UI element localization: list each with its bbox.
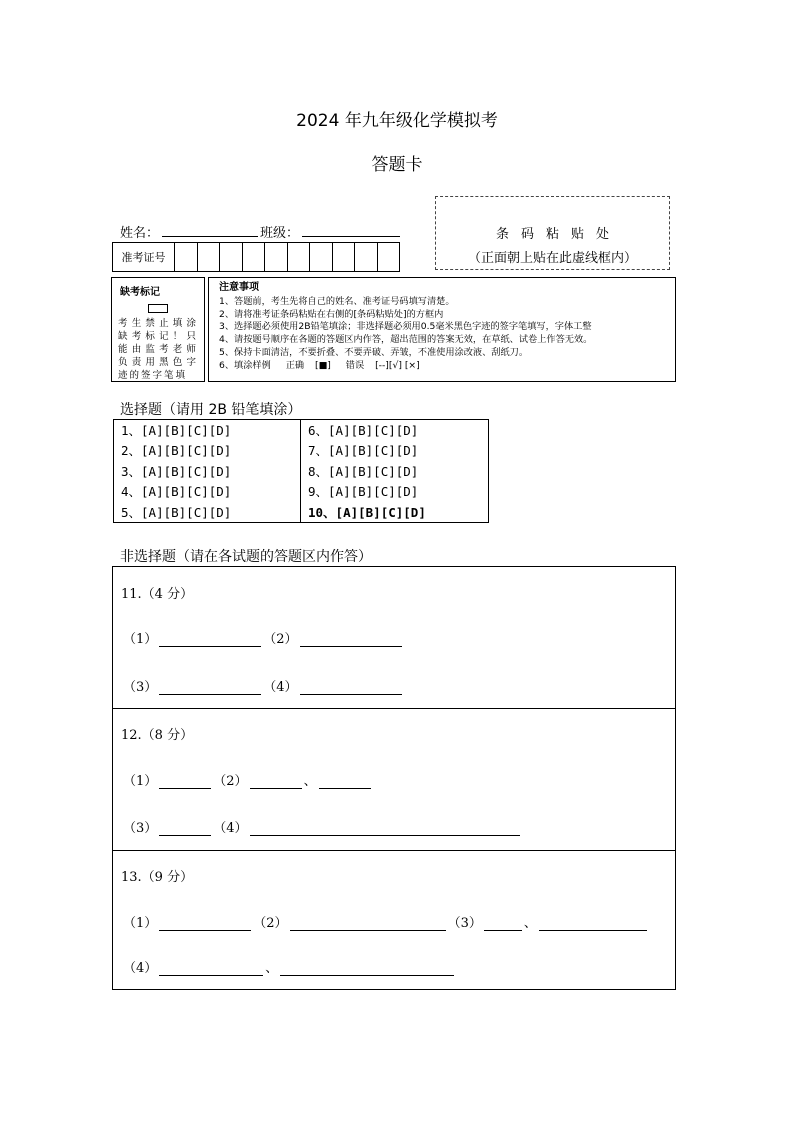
exam-number-cell[interactable] xyxy=(220,243,243,271)
question-12-line-1 xyxy=(123,770,373,789)
absent-mark-box xyxy=(111,277,205,382)
question-12-block xyxy=(113,708,675,851)
q11-part-4-label: （4） xyxy=(263,680,298,695)
absent-mark-checkbox[interactable] xyxy=(148,304,168,313)
name-field[interactable] xyxy=(162,236,258,237)
exam-number-cell[interactable] xyxy=(310,243,333,271)
q12-answer-3[interactable] xyxy=(159,823,211,836)
exam-number-label: 准考证号 xyxy=(113,243,175,271)
choice-row[interactable]: 7、[A][B][C][D] xyxy=(308,443,419,459)
q12-part-3-label: （3） xyxy=(123,821,158,836)
q13-answer-3b[interactable] xyxy=(539,918,647,931)
q13-answer-1[interactable] xyxy=(159,918,251,931)
question-11-block xyxy=(113,567,675,709)
barcode-area xyxy=(435,196,670,270)
absent-mark-title: 缺考标记 xyxy=(120,287,160,298)
q12-part-2-label: （2） xyxy=(213,774,248,789)
choice-answer-grid xyxy=(113,419,489,523)
q11-part-1-label: （1） xyxy=(123,632,158,647)
q13-part-4-label: （4） xyxy=(123,961,158,976)
choice-row[interactable]: 3、[A][B][C][D] xyxy=(121,463,232,479)
question-13-block xyxy=(113,850,675,989)
exam-number-cell[interactable] xyxy=(265,243,288,271)
class-label: 班级： xyxy=(260,226,300,241)
nonchoice-answer-area xyxy=(112,566,676,990)
class-field[interactable] xyxy=(302,236,400,237)
notes-item-sample xyxy=(219,360,675,373)
exam-number-cell[interactable] xyxy=(175,243,198,271)
q13-separator: 、 xyxy=(523,916,537,931)
choice-row[interactable]: 5、[A][B][C][D] xyxy=(121,504,232,520)
exam-number-grid xyxy=(112,242,400,272)
q12-answer-2a[interactable] xyxy=(250,776,302,789)
exam-number-cell[interactable] xyxy=(355,243,378,271)
choice-row[interactable]: 10、[A][B][C][D] xyxy=(308,504,426,520)
q12-answer-4[interactable] xyxy=(250,823,520,836)
q12-answer-1[interactable] xyxy=(159,776,211,789)
barcode-title: 条码粘贴处 xyxy=(495,227,621,242)
choice-column-right xyxy=(301,420,488,522)
exam-number-cell[interactable] xyxy=(243,243,266,271)
sample-label: 6、填涂样例 xyxy=(219,359,271,371)
notes-item: 3、选择题必须使用2B铅笔填涂；非选择题必须用0.5毫米黑色字迹的签字笔填写，字体工整 xyxy=(219,321,592,333)
q13-answer-2[interactable] xyxy=(290,918,446,931)
q12-part-1-label: （1） xyxy=(123,774,158,789)
q13-separator-2: 、 xyxy=(265,961,279,976)
q13-part-2-label: （2） xyxy=(253,916,288,931)
q11-answer-2[interactable] xyxy=(300,634,402,647)
q13-part-3-label: （3） xyxy=(447,916,482,931)
notes-box xyxy=(208,277,676,382)
q13-answer-4a[interactable] xyxy=(159,963,263,976)
page-subtitle: 答题卡 xyxy=(371,155,423,175)
q11-part-3-label: （3） xyxy=(123,680,158,695)
q11-answer-3[interactable] xyxy=(159,682,261,695)
nonchoice-section-title: 非选择题（请在各试题的答题区内作答） xyxy=(120,549,372,565)
choice-column-left xyxy=(114,420,301,522)
name-label: 姓名： xyxy=(120,226,160,241)
sample-correct-label: 正确 xyxy=(285,359,305,371)
q12-separator: 、 xyxy=(303,774,317,789)
sample-wrong-label: 错误 xyxy=(345,359,365,371)
page-title: 2024 年九年级化学模拟考 xyxy=(296,111,498,131)
q11-answer-1[interactable] xyxy=(159,634,261,647)
choice-row[interactable]: 8、[A][B][C][D] xyxy=(308,463,419,479)
choice-row[interactable]: 4、[A][B][C][D] xyxy=(121,484,232,500)
notes-title: 注意事项 xyxy=(219,282,259,293)
absent-mark-text: 考生禁止填涂缺考标记！只能由监考老师负责用黑色字迹的签字笔填 xyxy=(118,318,198,381)
notes-item: 1、答题前，考生先将自己的姓名、准考证号码填写清楚。 xyxy=(219,295,455,307)
choice-row[interactable]: 2、[A][B][C][D] xyxy=(121,443,232,459)
q11-part-2-label: （2） xyxy=(263,632,298,647)
q13-answer-3a[interactable] xyxy=(484,918,522,931)
notes-item: 4、请按题号顺序在各题的答题区内作答，超出范围的答案无效，在草纸、试卷上作答无效。 xyxy=(219,334,593,346)
question-11-line-1 xyxy=(123,628,404,647)
notes-item: 5、保持卡面清洁，不要折叠、不要弄破、弄皱，不准使用涂改液、刮纸刀。 xyxy=(219,346,529,358)
question-13-line-2 xyxy=(123,957,456,976)
exam-number-cell[interactable] xyxy=(333,243,356,271)
question-12-header: 12.（8 分） xyxy=(121,728,194,743)
choice-row[interactable]: 9、[A][B][C][D] xyxy=(308,484,419,500)
question-11-header: 11.（4 分） xyxy=(121,587,194,602)
notes-item: 2、请将准考证条码粘贴在右侧的[条码粘贴处]的方框内 xyxy=(219,308,444,320)
exam-number-cell[interactable] xyxy=(198,243,221,271)
barcode-instruction: （正面朝上贴在此虚线框内） xyxy=(467,251,637,266)
sample-wrong-marks: [--][√] [×] xyxy=(375,359,420,371)
q11-answer-4[interactable] xyxy=(300,682,402,695)
q12-part-4-label: （4） xyxy=(213,821,248,836)
q13-part-1-label: （1） xyxy=(123,916,158,931)
choice-section-title: 选择题（请用 2B 铅笔填涂） xyxy=(120,402,302,418)
exam-number-cell[interactable] xyxy=(378,243,400,271)
choice-row[interactable]: 1、[A][B][C][D] xyxy=(121,423,232,438)
question-11-line-2 xyxy=(123,676,404,695)
question-13-header: 13.（9 分） xyxy=(121,870,194,885)
question-13-line-1 xyxy=(123,912,649,931)
sample-correct-mark: [■] xyxy=(315,359,331,371)
q12-answer-2b[interactable] xyxy=(319,776,371,789)
exam-number-cell[interactable] xyxy=(288,243,311,271)
q13-answer-4b[interactable] xyxy=(280,963,454,976)
choice-row[interactable]: 6、[A][B][C][D] xyxy=(308,423,419,438)
question-12-line-2 xyxy=(123,817,522,836)
